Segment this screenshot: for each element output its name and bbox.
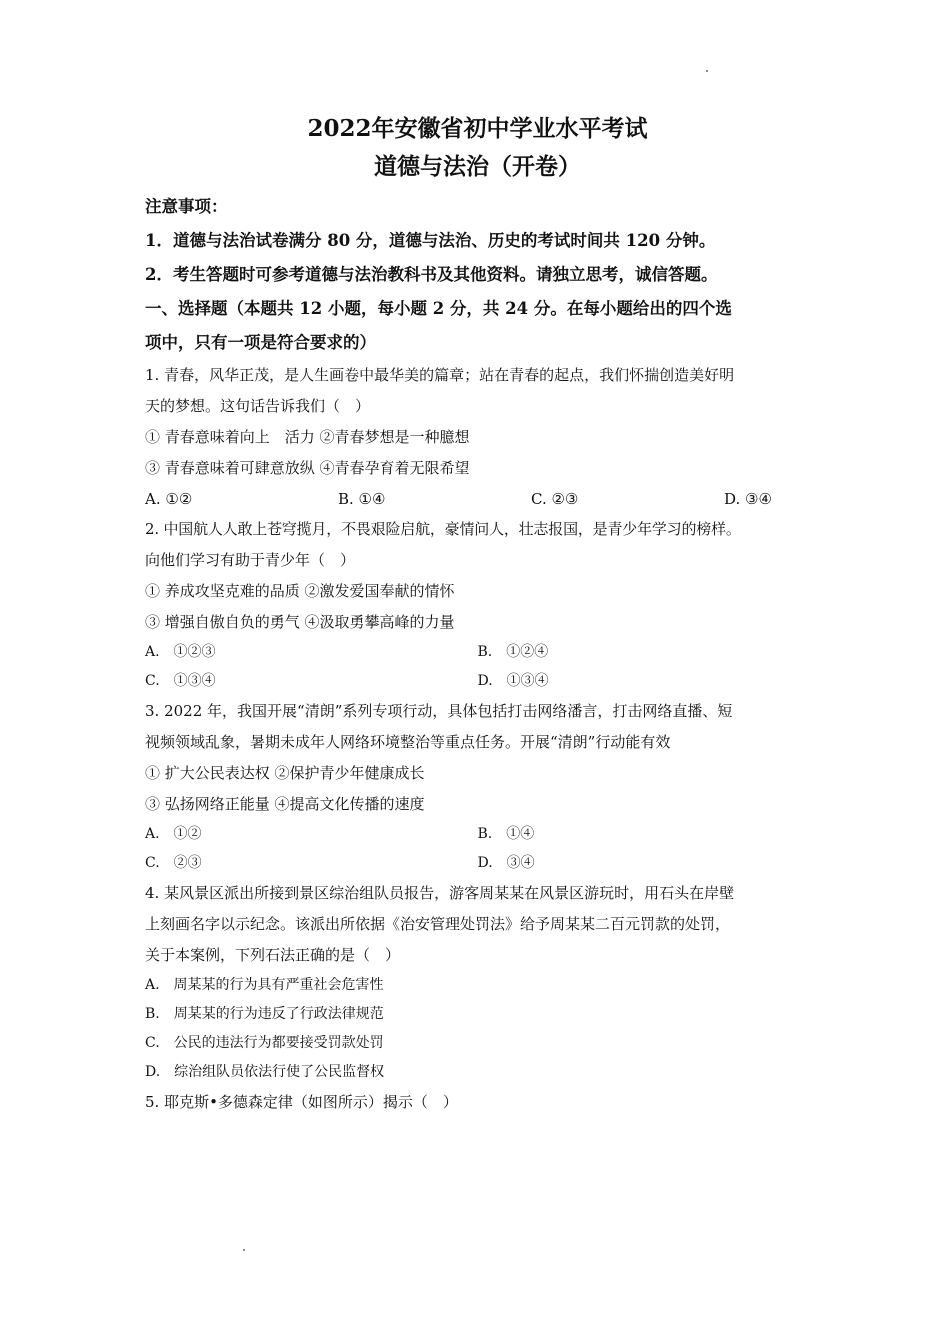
- choice-a: A. ①②: [145, 490, 193, 508]
- speck-top: [706, 70, 708, 72]
- choice-b: B. ①④: [338, 490, 386, 508]
- question-stem-line: 2. 中国航人人敢上苍穹揽月，不畏艰险启航，豪情问人，壮志报国，是青少年学习的榜样。: [145, 520, 741, 538]
- notice-item-1: 1．道德与法治试卷满分 80 分，道德与法治、历史的考试时间共 120 分钟。: [145, 231, 716, 250]
- exam-subtitle: 道德与法治（开卷）: [374, 153, 581, 180]
- answer-choices-row-1: [145, 820, 810, 849]
- statement-line: ① 青春意味着向上 活力 ②青春梦想是一种臆想: [145, 428, 470, 446]
- answer-choices-row-2: [145, 667, 810, 696]
- question-5: [145, 1087, 810, 1118]
- speck-bottom: [243, 1249, 245, 1251]
- statement-line: ③ 弘扬网络正能量 ④提高文化传播的速度: [145, 795, 425, 813]
- statement-line: ① 养成攻坚克难的品质 ②激发爱国奉献的情怀: [145, 582, 455, 600]
- question-1: [145, 360, 810, 514]
- section-heading-line-2: 项中，只有一项是符合要求的）: [145, 333, 376, 352]
- answer-choices-row-2: [145, 849, 810, 878]
- choice-c: C. ①③④: [145, 673, 216, 689]
- question-stem-line: 上刻画名字以示纪念。该派出所依据《治安管理处罚法》给予周某某二百元罚款的处罚，: [145, 915, 731, 933]
- section-heading-line-1: 一、选择题（本题共 12 小题，每小题 2 分，共 24 分。在每小题给出的四个选: [145, 299, 732, 318]
- notice-heading: 注意事项：: [145, 197, 228, 216]
- question-2: [145, 514, 810, 696]
- choice-b: B. 周某某的行为违反了行政法律规范: [145, 1006, 384, 1022]
- question-stem-line: 天的梦想。这句话告诉我们（ ）: [145, 397, 371, 415]
- choice-c: C. 公民的违法行为都要接受罚款处罚: [145, 1035, 384, 1051]
- choice-d: D. ③④: [477, 855, 535, 871]
- choice-c: C. ②③: [145, 855, 202, 871]
- choice-a: A. ①②③: [145, 644, 216, 660]
- choice-a: A. ①②: [145, 826, 202, 842]
- question-4: [145, 878, 810, 1087]
- question-stem-line: 3. 2022 年，我国开展“清朗”系列专项行动，具体包括打击网络潘言，打击网络直播、短: [145, 702, 733, 720]
- exam-page: [145, 112, 810, 1118]
- answer-choices-row-1: [145, 638, 810, 667]
- question-stem-line: 4. 某风景区派出所接到景区综治组队员报告，游客周某某在风景区游玩时，用石头在岸壁: [145, 884, 735, 902]
- choice-c: C. ②③: [531, 490, 579, 508]
- choice-b: B. ①④: [477, 826, 535, 842]
- question-stem-line: 视频领域乱象，暑期未成年人网络环境整治等重点任务。开展“清朗”行动能有效: [145, 733, 671, 751]
- question-3: [145, 696, 810, 878]
- choice-d: D. ③④: [724, 490, 772, 508]
- exam-title: 2022年安徽省初中学业水平考试: [307, 115, 648, 142]
- question-stem-line: 1. 青春，风华正茂，是人生画卷中最华美的篇章；站在青春的起点，我们怀揣创造美好明: [145, 366, 735, 384]
- choice-d: D. ①③④: [477, 673, 549, 689]
- statement-line: ③ 增强自傲自负的勇气 ④汲取勇攀高峰的力量: [145, 613, 455, 631]
- question-stem-line: 关于本案例，下列石法正确的是（ ）: [145, 946, 401, 964]
- statement-line: ③ 青春意味着可肆意放纵 ④青春孕育着无限希望: [145, 459, 470, 477]
- statement-line: ① 扩大公民表达权 ②保护青少年健康成长: [145, 764, 425, 782]
- choice-a: A. 周某某的行为具有严重社会危害性: [145, 977, 384, 993]
- notice-item-2: 2．考生答题时可参考道德与法治教科书及其他资料。请独立思考，诚信答题。: [145, 265, 718, 284]
- answer-choices: [145, 484, 810, 514]
- choice-b: B. ①②④: [477, 644, 549, 660]
- question-stem-line: 5. 耶克斯•多德森定律（如图所示）揭示（ ）: [145, 1093, 458, 1111]
- choice-d: D. 综治组队员依法行使了公民监督权: [145, 1064, 385, 1080]
- question-stem-line: 向他们学习有助于青少年（ ）: [145, 551, 356, 569]
